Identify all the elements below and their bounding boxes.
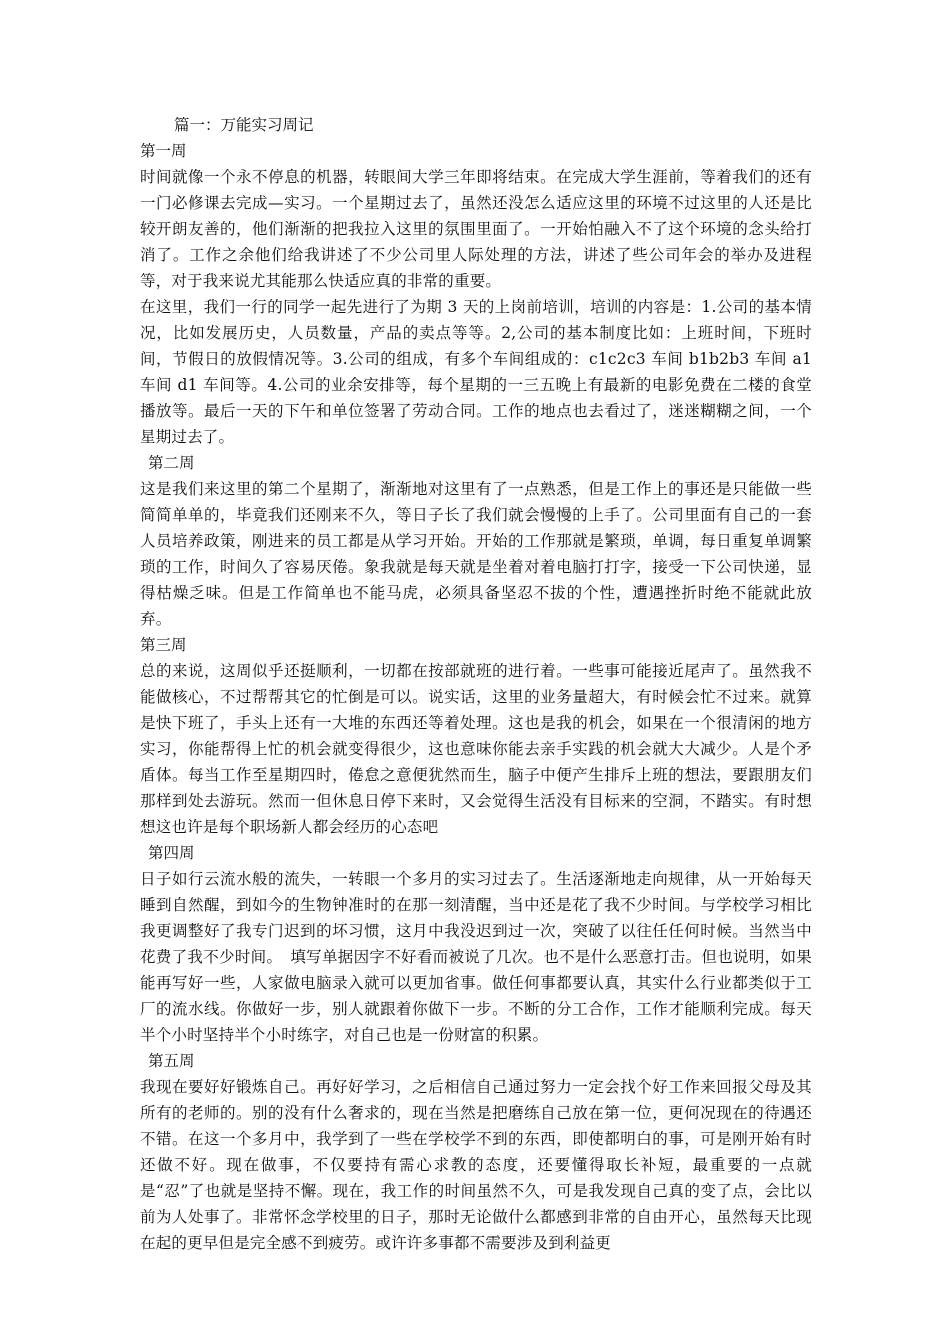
week-5-heading: 第五周 xyxy=(148,1052,195,1070)
document-page xyxy=(140,112,812,1256)
week-1-heading: 第一周 xyxy=(140,142,187,160)
week-1-paragraph-2: 在这里，我们一行的同学一起先进行了为期 3 天的上岗前培训，培训的内容是：1.公司的基本情况，比如发展历史，人员数量，产品的卖点等等。2,公司的基本制度比如：上班时间，下班时间，节假日的放假情况等。3.公司的组成，有多个车间组成的：c1c2c3 车间 b1b2b3 车间 a1 车间 d1 车间等。4.公司的业余安排等，每个星期的一三五晚上有最新的电影免费在二楼的食堂播放等。最后一天的下午和单位签署了劳动合同。工作的地点也去看过了，迷迷糊糊之间，一个星期过去了。 xyxy=(140,298,812,446)
week-3-heading: 第三周 xyxy=(140,636,187,654)
week-3-paragraph-1: 总的来说，这周似乎还挺顺利，一切都在按部就班的进行着。一些事可能接近尾声了。虽然我不能做核心，不过帮帮其它的忙倒是可以。说实话，这里的业务量超大，有时候会忙不过来。就算是快下班了，手头上还有一大堆的东西还等着处理。这也是我的机会，如果在一个很清闲的地方实习，你能帮得上忙的机会就变得很少，这也意味你能去亲手实践的机会就大大减少。人是个矛盾体。每当工作至星期四时，倦怠之意便犹然而生，脑子中便产生排斥上班的想法，要跟朋友们那样到处去游玩。然而一但休息日停下来时，又会觉得生活没有目标来的空洞，不踏实。有时想想这也许是每个职场新人都会经历的心态吧 xyxy=(140,662,812,836)
week-1-paragraph-1: 时间就像一个永不停息的机器，转眼间大学三年即将结束。在完成大学生涯前，等着我们的还有一门必修课去完成—实习。一个星期过去了，虽然还没怎么适应这里的环境不过这里的人还是比较开朗友善的，他们渐渐的把我拉入这里的氛围里面了。一开始怕融入不了这个环境的念头给打消了。工作之余他们给我讲述了不少公司里人际处理的方法，讲述了些公司年会的举办及进程等，对于我来说尤其能那么快适应真的非常的重要。 xyxy=(140,168,812,290)
week-4-paragraph-1: 日子如行云流水般的流失，一转眼一个多月的实习过去了。生活逐渐地走向规律，从一开始每天睡到自然醒，到如今的生物钟准时的在那一刻清醒，当中还是花了我不少时间。与学校学习相比我更调整好了我专门迟到的坏习惯，这月中我没迟到过一次，突破了以往任任何时候。当然当中花费了我不少时间。 填写单据因字不好看而被说了几次。也不是什么恶意打击。但也说明，如果能再写好一些，人家做电脑录入就可以更加省事。做任何事都要认真，其实什么行业都类似于工厂的流水线。你做好一步，别人就跟着你做下一步。不断的分工合作，工作才能顺利完成。每天半个小时坚持半个小时练字，对自己也是一份财富的积累。 xyxy=(140,870,812,1044)
week-4-heading: 第四周 xyxy=(148,844,195,862)
week-5-paragraph-1: 我现在要好好锻炼自己。再好好学习，之后相信自己通过努力一定会找个好工作来回报父母及其所有的老师的。别的没有什么奢求的，现在当然是把磨练自己放在第一位，更何况现在的待遇还不错。在这一个多月中，我学到了一些在学校学不到的东西，即使都明白的事，可是刚开始有时还做不好。现在做事，不仅要持有需心求教的态度，还要懂得取长补短，最重要的一点就是“忍”了也就是坚持不懈。现在，我工作的时间虽然不久，可是我发现自己真的变了点，会比以前为人处事了。非常怀念学校里的日子，那时无论做什么都感到非常的自由开心，虽然每天比现在起的更早但是完全感不到疲劳。或许许多事都不需要涉及到利益更 xyxy=(140,1078,812,1252)
document-title: 篇一：万能实习周记 xyxy=(174,116,314,134)
week-2-paragraph-1: 这是我们来这里的第二个星期了，渐渐地对这里有了一点熟悉，但是工作上的事还是只能做一些简简单单的，毕竟我们还刚来不久，等日子长了我们就会慢慢的上手了。公司里面有自己的一套人员培养政策，刚进来的员工都是从学习开始。开始的工作那就是繁琐，单调，每日重复单调繁琐的工作，时间久了容易厌倦。象我就是每天就是坐着对着电脑打打字，接受一下公司快递，显得枯燥乏味。但是工作简单也不能马虎，必须具备坚忍不拔的个性，遭遇挫折时绝不能就此放弃。 xyxy=(140,480,812,628)
week-2-heading: 第二周 xyxy=(148,454,195,472)
